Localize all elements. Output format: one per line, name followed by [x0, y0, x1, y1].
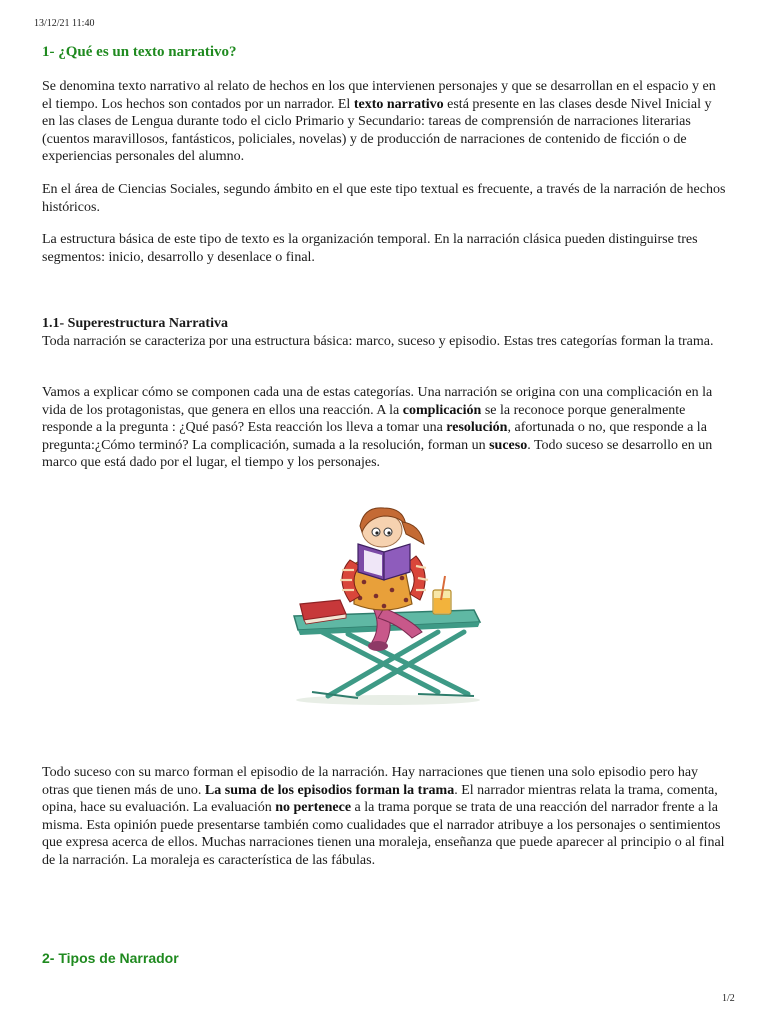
text-run: , afortunada o no, que responde a la pregunta:¿Cómo terminó? La complicación, sumada a la resolución, forman un — [42, 420, 707, 453]
print-timestamp: 13/12/21 11:40 — [34, 18, 95, 29]
girl-reading-illustration-icon — [288, 504, 484, 708]
bold-term: resolución — [446, 420, 508, 435]
bold-term: complicación — [402, 402, 482, 418]
section-1-1-heading: 1.1- Superestructura Narrativa — [42, 316, 228, 331]
text-run: a la trama porque se trata de una reacción del narrador frente a la misma. Esta opinión puede presentarse también como cualidades que el narrador atribuye a los personajes o sentimientos que expresa acerca de ellos. Muchas narraciones tienen una moraleja, enseñanza que puede aparecer al principio o al final de la narración. La moraleja es característica de las fábulas. — [42, 800, 725, 868]
section-1-paragraph-3: La estructura básica de este tipo de texto es la organización temporal. En la narración clásica pueden distinguirse tres segmentos: inicio, desarrollo y desenlace o final. — [42, 232, 698, 265]
text-run: Todo suceso con su marco forman el episodio de la narración. Hay narraciones que tienen una solo episodio pero hay otras que tienen más de uno. — [42, 765, 699, 798]
bold-term: no pertenece — [275, 800, 352, 815]
section-2-heading: 2- Tipos de Narrador — [42, 950, 179, 966]
bold-term: suceso — [489, 437, 528, 453]
section-1-1-paragraph-2 — [42, 384, 728, 472]
text-run: está presente en las clases desde Nivel Inicial y en las clases de Lengua durante todo el ciclo Primario y Secundario: tareas de comprensión de narraciones literarias (cuentos maravillosos, fantásticos, policiales, novelas) y de producción de narraciones de contenido de ficción o de experiencias personales del alumno. — [42, 96, 712, 164]
bold-term: texto narrativo — [353, 96, 444, 112]
bold-term: La suma de los episodios forman la trama — [204, 782, 455, 798]
section-1-heading: 1- ¿Qué es un texto narrativo? — [42, 44, 237, 60]
text-run: Vamos a explicar cómo se componen cada una de estas categorías. Una narración se origina con una complicación en la vida de los protagonistas, que genera en ellos una reacción. A la — [42, 385, 713, 418]
section-1-paragraph-1 — [42, 78, 728, 166]
page-number: 1/2 — [722, 993, 735, 1004]
section-1-1-intro: Toda narración se caracteriza por una estructura básica: marco, suceso y episodio. Estas tres categorías forman la trama. — [42, 333, 714, 349]
text-run: . Todo suceso se desarrollo en un marco que está dado por el lugar, el tiempo y los personajes. — [42, 437, 713, 470]
text-run: Se denomina texto narrativo al relato de hechos en los que intervienen personajes y que se desarrollan en el espacio y en el tiempo. Los hechos son contados por un narrador. El — [42, 79, 716, 112]
section-1-1-block — [42, 315, 728, 350]
text-run: . El narrador mientras relata la trama, comenta, opina, hace su evaluación. La evaluación — [42, 782, 718, 815]
section-1-1-paragraph-3 — [42, 764, 728, 869]
section-1-paragraph-2: En el área de Ciencias Sociales, segundo ámbito en el que este tipo textual es frecuente, a través de la narración de hechos históricos. — [42, 182, 726, 215]
text-run: se la reconoce porque generalmente responde a la pregunta : ¿Qué pasó? Esta reacción los lleva a tomar una — [42, 402, 686, 435]
